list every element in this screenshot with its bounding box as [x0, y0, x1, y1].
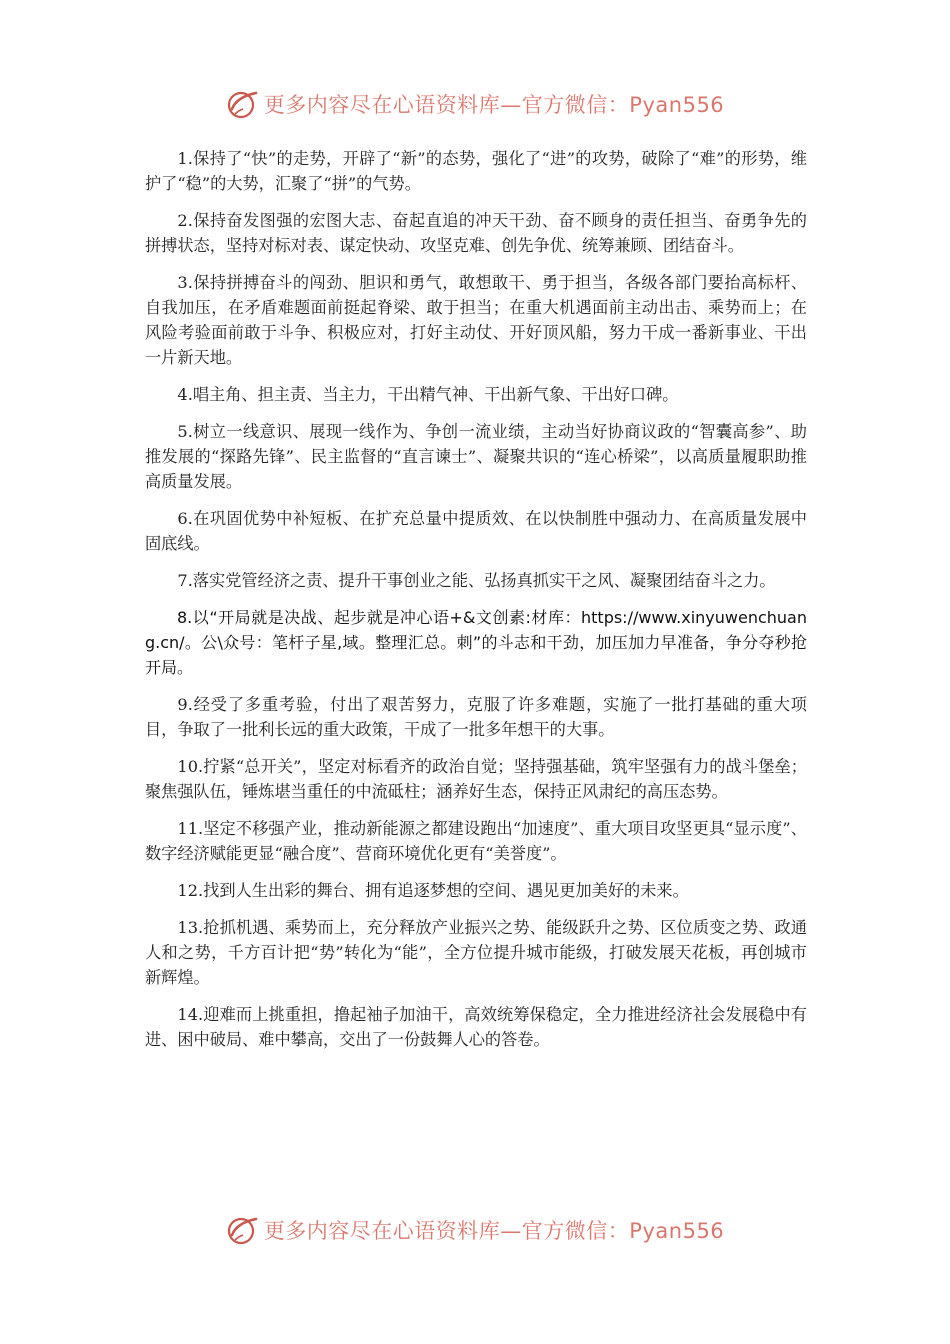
paragraph-5: 5.树立一线意识、展现一线作为、争创一流业绩，主动当好协商议政的“智囊高参”、助推发展的“探路先锋”、民主监督的“直言谏士”、凝聚共识的“连心桥梁”，以高质量履职助推高质量发展。 [145, 422, 807, 491]
footer-banner [0, 1210, 950, 1250]
paragraph-2: 2.保持奋发图强的宏图大志、奋起直追的冲天干劲、奋不顾身的责任担当、奋勇争先的拼搏状态，坚持对标对表、谋定快动、攻坚克难、创先争优、统筹兼顾、团结奋斗。 [145, 211, 807, 255]
paragraph-12: 12.找到人生出彩的舞台、拥有追逐梦想的空间、遇见更加美好的未来。 [177, 881, 689, 900]
pen-swirl-logo-icon [226, 1213, 260, 1247]
paragraph-14: 14.迎难而上挑重担，撸起袖子加油干，高效统筹保稳定，全力推进经济社会发展稳中有进、困中破局、难中攀高，交出了一份鼓舞人心的答卷。 [145, 1005, 807, 1049]
document-body [145, 146, 807, 1064]
header-banner-text: 更多内容尽在心语资料库—官方微信：Pyan556 [263, 93, 725, 117]
paragraph-10: 10.拧紧“总开关”，坚定对标看齐的政治自觉；坚持强基础，筑牢坚强有力的战斗堡垒；聚焦强队伍，锤炼堪当重任的中流砥柱；涵养好生态，保持正风肃纪的高压态势。 [145, 757, 807, 801]
header-banner [0, 84, 950, 124]
paragraph-6: 6.在巩固优势中补短板、在扩充总量中提质效、在以快制胜中强动力、在高质量发展中固底线。 [145, 509, 807, 553]
paragraph-3: 3.保持拼搏奋斗的闯劲、胆识和勇气，敢想敢干、勇于担当，各级各部门要抬高标杆、自我加压，在矛盾难题面前挺起脊梁、敢于担当；在重大机遇面前主动出击、乘势而上；在风险考验面前敢于斗争、积极应对，打好主动仗、开好顶风船，努力干成一番新事业、干出一片新天地。 [145, 273, 807, 367]
pen-swirl-logo-icon [226, 87, 260, 121]
footer-banner-text: 更多内容尽在心语资料库—官方微信：Pyan556 [263, 1219, 725, 1243]
paragraph-1: 1.保持了“快”的走势，开辟了“新”的态势，强化了“进”的攻势，破除了“难”的形势，维护了“稳”的大势，汇聚了“拼”的气势。 [145, 149, 807, 193]
paragraph-13: 13.抢抓机遇、乘势而上，充分释放产业振兴之势、能级跃升之势、区位质变之势、政通人和之势，千方百计把“势”转化为“能”，全方位提升城市能级，打破发展天花板，再创城市新辉煌。 [145, 918, 807, 987]
paragraph-4: 4.唱主角、担主责、当主力，干出精气神、干出新气象、干出好口碑。 [177, 385, 679, 404]
paragraph-9: 9.经受了多重考验，付出了艰苦努力，克服了许多难题，实施了一批打基础的重大项目，争取了一批利长远的重大政策，干成了一批多年想干的大事。 [145, 695, 807, 739]
paragraph-7: 7.落实党管经济之责、提升干事创业之能、弘扬真抓实干之风、凝聚团结奋斗之力。 [177, 571, 776, 590]
paragraph-11: 11.坚定不移强产业，推动新能源之都建设跑出“加速度”、重大项目攻坚更具“显示度”、数字经济赋能更显“融合度”、营商环境优化更有“美誉度”。 [145, 819, 807, 863]
paragraph-8: 8.以“开局就是决战、起步就是冲心语+&文创素:材库：https://www.xinyuwenchuang.cn/。公\众号：笔杆子星,域。整理汇总。刺”的斗志和干劲，加压加力早准备，争分夺秒抢开局。 [145, 608, 807, 677]
